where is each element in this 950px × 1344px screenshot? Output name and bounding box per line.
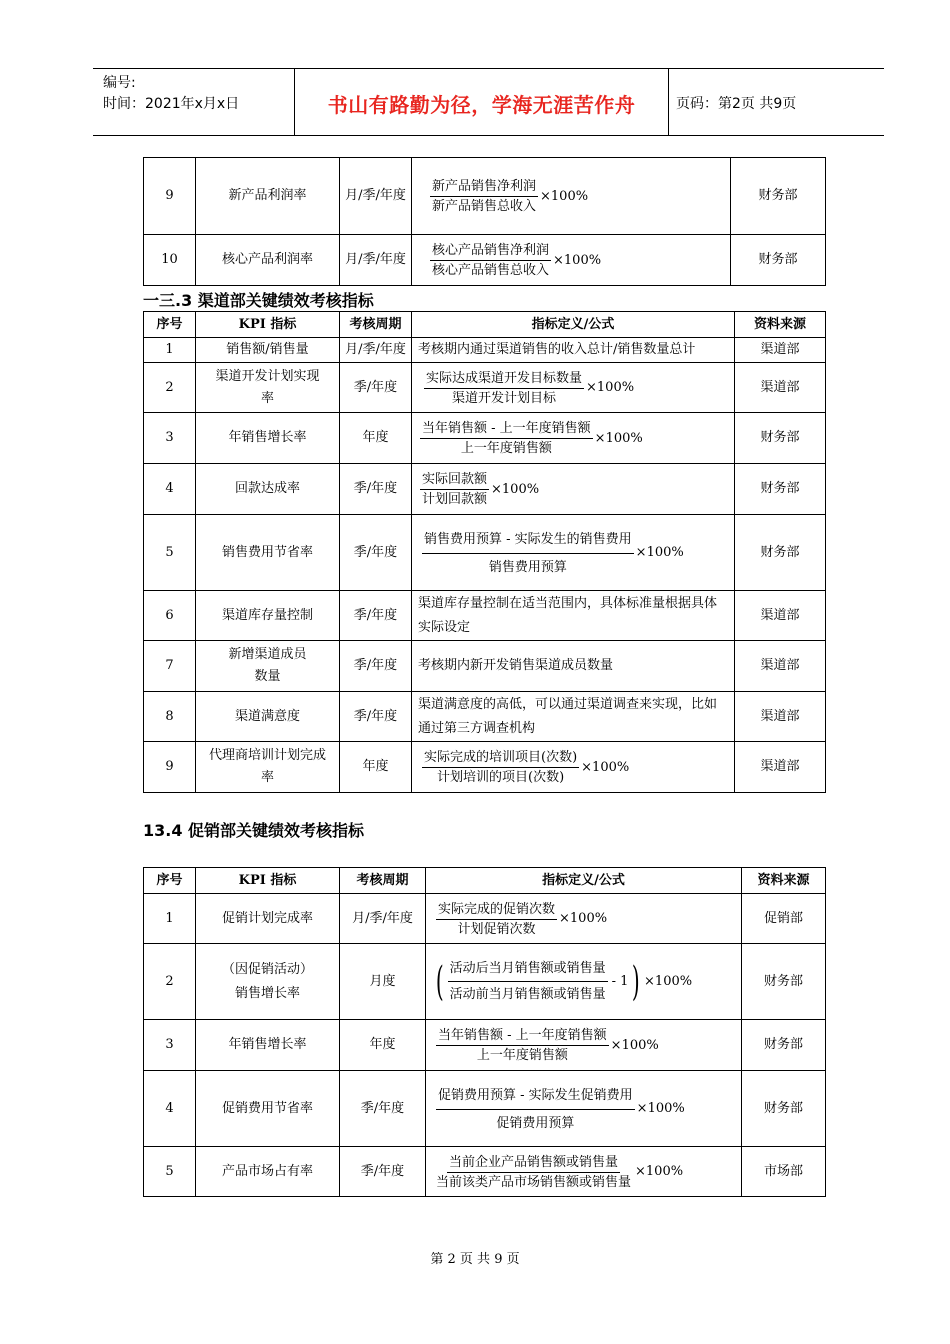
kpi-cycle: 年度 bbox=[340, 1020, 426, 1071]
formula-fraction bbox=[422, 530, 684, 577]
kpi-name: 渠道满意度 bbox=[196, 692, 340, 742]
kpi-formula bbox=[412, 742, 735, 793]
col-header: 资料来源 bbox=[742, 868, 826, 894]
table-row bbox=[144, 591, 826, 641]
formula-denominator: 上一年度销售额 bbox=[460, 441, 552, 456]
formula-denominator: 销售费用预算 bbox=[488, 559, 567, 575]
kpi-name: 渠道库存量控制 bbox=[196, 591, 340, 641]
kpi-definition: 考核期内新开发销售渠道成员数量 bbox=[412, 641, 735, 692]
kpi-formula bbox=[426, 944, 742, 1020]
kpi-cycle: 季/年度 bbox=[340, 1071, 426, 1147]
kpi-source: 财务部 bbox=[731, 235, 826, 286]
kpi-name: （因促销活动）销售增长率 bbox=[196, 944, 340, 1020]
left-paren: ( bbox=[435, 958, 444, 1005]
formula-fraction bbox=[430, 241, 601, 280]
formula-denominator: 渠道开发计划目标 bbox=[452, 390, 557, 406]
formula-multiplier: ×100% bbox=[644, 973, 693, 989]
table-row bbox=[144, 944, 826, 1020]
table-header-row bbox=[144, 868, 826, 894]
kpi-cycle: 月/季/年度 bbox=[340, 894, 426, 944]
row-number: 5 bbox=[144, 515, 196, 591]
kpi-source: 财务部 bbox=[731, 158, 826, 235]
col-header: 指标定义/公式 bbox=[412, 312, 735, 338]
kpi-cycle: 月/季/年度 bbox=[340, 235, 412, 286]
kpi-cycle: 季/年度 bbox=[340, 464, 412, 515]
table-row bbox=[144, 692, 826, 742]
formula-multiplier: ×100% bbox=[586, 380, 635, 395]
table-row bbox=[144, 515, 826, 591]
kpi-source: 渠道部 bbox=[735, 363, 826, 413]
row-number: 2 bbox=[144, 944, 196, 1020]
kpi-source: 市场部 bbox=[742, 1147, 826, 1197]
kpi-cycle: 季/年度 bbox=[340, 515, 412, 591]
formula-numerator: 新产品销售净利润 bbox=[430, 177, 538, 197]
formula-fraction bbox=[436, 900, 607, 939]
formula-denominator: 核心产品销售总收入 bbox=[432, 263, 550, 278]
formula-multiplier: ×100% bbox=[594, 430, 643, 446]
kpi-name: 新产品利润率 bbox=[196, 158, 340, 235]
kpi-formula bbox=[412, 515, 735, 591]
header-divider bbox=[668, 69, 669, 135]
col-header: KPI 指标 bbox=[196, 312, 340, 338]
formula-fraction bbox=[436, 1086, 685, 1133]
formula-numerator: 实际完成的培训项目(次数) bbox=[422, 748, 579, 768]
formula-denominator: 计划回款额 bbox=[422, 492, 488, 507]
col-header: 序号 bbox=[144, 868, 196, 894]
kpi-name: 促销计划完成率 bbox=[196, 894, 340, 944]
kpi-source: 渠道部 bbox=[735, 641, 826, 692]
kpi-name: 代理商培训计划完成率 bbox=[196, 742, 340, 793]
kpi-formula bbox=[412, 464, 735, 515]
kpi-name: 产品市场占有率 bbox=[196, 1147, 340, 1197]
formula-fraction bbox=[436, 1026, 659, 1065]
table-row bbox=[144, 894, 826, 944]
channel-kpi-table bbox=[143, 311, 826, 793]
kpi-source: 财务部 bbox=[735, 413, 826, 464]
row-number: 4 bbox=[144, 1071, 196, 1147]
formula-denominator: 促销费用预算 bbox=[496, 1115, 575, 1131]
row-number: 9 bbox=[144, 158, 196, 235]
kpi-name: 年销售增长率 bbox=[196, 1020, 340, 1071]
doc-code-label: 编号: bbox=[103, 75, 136, 91]
kpi-name: 回款达成率 bbox=[196, 464, 340, 515]
formula-multiplier: ×100% bbox=[491, 481, 540, 497]
kpi-formula bbox=[426, 1071, 742, 1147]
table-row bbox=[144, 1071, 826, 1147]
formula-multiplier: ×100% bbox=[540, 188, 589, 204]
row-number: 6 bbox=[144, 591, 196, 641]
row-number: 7 bbox=[144, 641, 196, 692]
page-footer: 第 2 页 共 9 页 bbox=[430, 1252, 520, 1267]
profit-kpi-table bbox=[143, 157, 826, 286]
formula-multiplier: ×100% bbox=[581, 759, 630, 775]
kpi-cycle: 季/年度 bbox=[340, 1147, 426, 1197]
row-number: 10 bbox=[144, 235, 196, 286]
kpi-source: 财务部 bbox=[735, 515, 826, 591]
kpi-cycle: 月度 bbox=[340, 944, 426, 1020]
formula-denominator: 当前该类产品市场销售额或销售量 bbox=[436, 1174, 632, 1190]
kpi-cycle: 季/年度 bbox=[340, 363, 412, 413]
header-page-info: 页码：第2页 共9页 bbox=[676, 96, 797, 112]
formula-denominator: 计划培训的项目(次数) bbox=[437, 770, 565, 785]
formula-multiplier: ×100% bbox=[635, 545, 684, 560]
formula-multiplier: ×100% bbox=[610, 1037, 659, 1053]
right-paren: ) bbox=[632, 958, 641, 1005]
row-number: 5 bbox=[144, 1147, 196, 1197]
kpi-name: 销售额/销售量 bbox=[196, 338, 340, 363]
table-row bbox=[144, 464, 826, 515]
row-number: 1 bbox=[144, 338, 196, 363]
kpi-name: 销售费用节省率 bbox=[196, 515, 340, 591]
section-title-channel: 一三.3 渠道部关键绩效考核指标 bbox=[143, 291, 374, 310]
formula-denominator: 活动前当月销售额或销售量 bbox=[449, 987, 606, 1002]
kpi-source: 渠道部 bbox=[735, 692, 826, 742]
table-header-row bbox=[144, 312, 826, 338]
kpi-source: 促销部 bbox=[742, 894, 826, 944]
table-row bbox=[144, 742, 826, 793]
kpi-definition: 考核期内通过渠道销售的收入总计/销售数量总计 bbox=[412, 338, 735, 363]
col-header: KPI 指标 bbox=[196, 868, 340, 894]
kpi-formula bbox=[426, 1020, 742, 1071]
row-number: 3 bbox=[144, 1020, 196, 1071]
kpi-cycle: 季/年度 bbox=[340, 692, 412, 742]
table-row bbox=[144, 338, 826, 363]
kpi-formula bbox=[426, 894, 742, 944]
kpi-source: 渠道部 bbox=[735, 338, 826, 363]
kpi-source: 财务部 bbox=[742, 944, 826, 1020]
kpi-formula bbox=[412, 363, 735, 413]
formula-numerator: 活动后当月销售额或销售量 bbox=[448, 959, 608, 982]
kpi-formula bbox=[412, 235, 731, 286]
formula-paren-group bbox=[432, 959, 692, 1004]
formula-numerator: 核心产品销售净利润 bbox=[430, 241, 551, 261]
kpi-name: 核心产品利润率 bbox=[196, 235, 340, 286]
kpi-formula bbox=[412, 158, 731, 235]
formula-numerator: 销售费用预算 - 实际发生的销售费用 bbox=[422, 530, 634, 554]
header-meta bbox=[103, 73, 239, 115]
table-row bbox=[144, 1147, 826, 1197]
kpi-cycle: 年度 bbox=[340, 742, 412, 793]
kpi-source: 财务部 bbox=[735, 464, 826, 515]
kpi-name: 渠道开发计划实现率 bbox=[196, 363, 340, 413]
formula-denominator: 新产品销售总收入 bbox=[432, 199, 537, 214]
row-number: 9 bbox=[144, 742, 196, 793]
kpi-source: 渠道部 bbox=[735, 742, 826, 793]
formula-fraction bbox=[424, 369, 634, 408]
table-row bbox=[144, 235, 826, 286]
formula-fraction bbox=[448, 959, 608, 1004]
formula-fraction bbox=[422, 748, 629, 787]
formula-numerator: 当前企业产品销售额或销售量 bbox=[447, 1153, 620, 1173]
formula-multiplier: ×100% bbox=[636, 1101, 685, 1116]
formula-fraction bbox=[420, 470, 539, 509]
formula-numerator: 实际回款额 bbox=[420, 470, 489, 490]
formula-multiplier: ×100% bbox=[559, 911, 608, 926]
kpi-cycle: 季/年度 bbox=[340, 591, 412, 641]
formula-minus-one: - 1 bbox=[611, 973, 629, 989]
formula-numerator: 当年销售额 - 上一年度销售额 bbox=[420, 419, 593, 439]
page-header bbox=[93, 68, 884, 136]
promotion-kpi-table bbox=[143, 867, 826, 1197]
section-title-promotion: 13.4 促销部关键绩效考核指标 bbox=[143, 821, 365, 840]
row-number: 3 bbox=[144, 413, 196, 464]
row-number: 4 bbox=[144, 464, 196, 515]
col-header: 资料来源 bbox=[735, 312, 826, 338]
table-row bbox=[144, 413, 826, 464]
table-row bbox=[144, 641, 826, 692]
formula-denominator: 上一年度销售额 bbox=[476, 1048, 568, 1063]
row-number: 2 bbox=[144, 363, 196, 413]
kpi-cycle: 年度 bbox=[340, 413, 412, 464]
col-header: 考核周期 bbox=[340, 868, 426, 894]
kpi-cycle: 月/季/年度 bbox=[340, 158, 412, 235]
formula-fraction bbox=[430, 177, 588, 216]
doc-time-label: 时间：2021年x月x日 bbox=[103, 96, 240, 112]
kpi-source: 财务部 bbox=[742, 1020, 826, 1071]
kpi-name: 年销售增长率 bbox=[196, 413, 340, 464]
col-header: 序号 bbox=[144, 312, 196, 338]
kpi-definition: 渠道库存量控制在适当范围内，具体标准量根据具体实际设定 bbox=[412, 591, 735, 641]
formula-numerator: 实际完成的促销次数 bbox=[436, 900, 557, 920]
kpi-name: 新增渠道成员数量 bbox=[196, 641, 340, 692]
kpi-formula bbox=[426, 1147, 742, 1197]
table-row bbox=[144, 1020, 826, 1071]
kpi-source: 渠道部 bbox=[735, 591, 826, 641]
kpi-formula bbox=[412, 413, 735, 464]
formula-denominator: 计划促销次数 bbox=[457, 921, 536, 937]
header-motto: 书山有路勤为径，学海无涯苦作舟 bbox=[327, 92, 636, 117]
formula-numerator: 促销费用预算 - 实际发生促销费用 bbox=[436, 1086, 635, 1110]
col-header: 考核周期 bbox=[340, 312, 412, 338]
formula-numerator: 实际达成渠道开发目标数量 bbox=[424, 369, 584, 389]
col-header: 指标定义/公式 bbox=[426, 868, 742, 894]
kpi-source: 财务部 bbox=[742, 1071, 826, 1147]
kpi-cycle: 月/季/年度 bbox=[340, 338, 412, 363]
row-number: 8 bbox=[144, 692, 196, 742]
table-row bbox=[144, 363, 826, 413]
row-number: 1 bbox=[144, 894, 196, 944]
kpi-cycle: 季/年度 bbox=[340, 641, 412, 692]
formula-fraction bbox=[420, 419, 643, 458]
table-row bbox=[144, 158, 826, 235]
formula-multiplier: ×100% bbox=[553, 252, 602, 268]
formula-multiplier: ×100% bbox=[635, 1164, 684, 1179]
formula-fraction bbox=[434, 1153, 683, 1192]
formula-numerator: 当年销售额 - 上一年度销售额 bbox=[436, 1026, 609, 1046]
kpi-name: 促销费用节省率 bbox=[196, 1071, 340, 1147]
kpi-definition: 渠道满意度的高低，可以通过渠道调查来实现，比如通过第三方调查机构 bbox=[412, 692, 735, 742]
